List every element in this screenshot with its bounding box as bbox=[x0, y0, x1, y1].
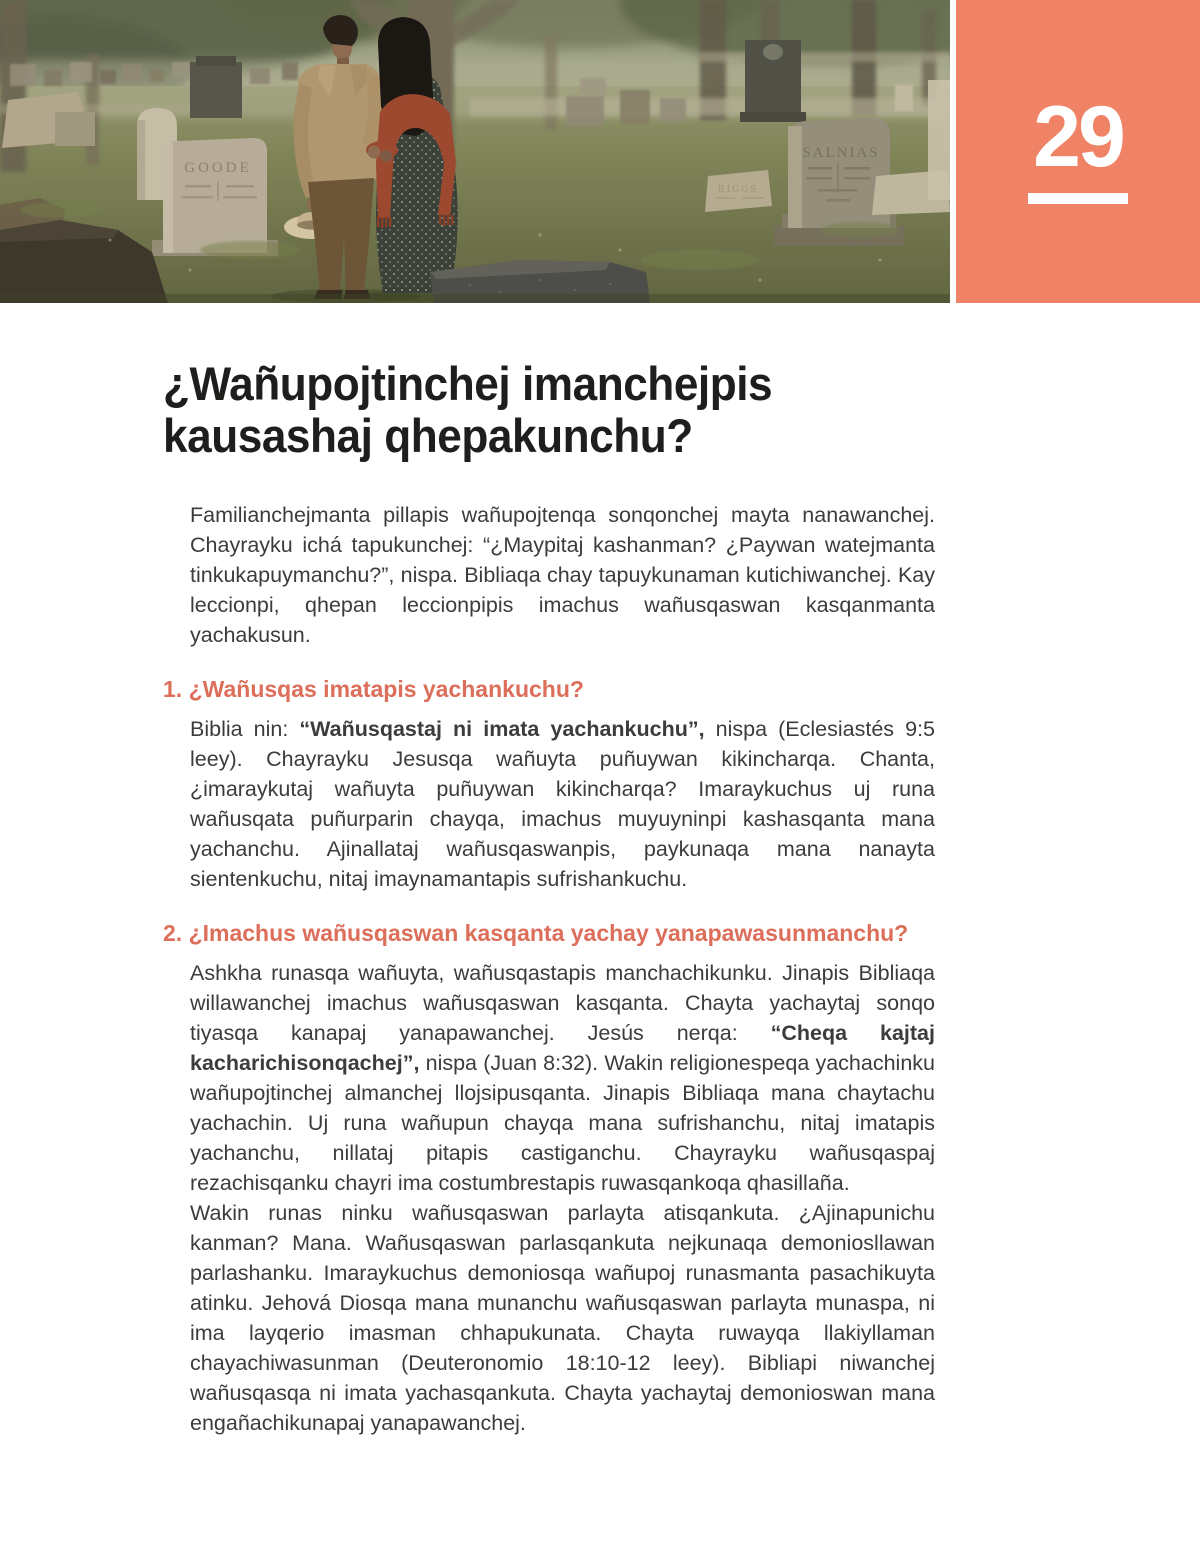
section-2 bbox=[163, 919, 935, 1438]
gravestone-riggs-label: RIGGS bbox=[717, 184, 759, 195]
lesson-content bbox=[0, 303, 935, 1438]
gravestone-salnias-label: SALNIAS bbox=[802, 145, 880, 161]
section-2-paragraph-1: Ashkha runasqa wañuyta, wañusqastapis manchachikunku. Jinapis Bibliaqa willawanchej imachus wañusqaswan kasqanta. Chayta yachaytaj sonqo tiyasqa kanapaj yanapawanchej. Jesús nerqa: “Cheqa kajtaj kacharichisonqachej”, nispa (Juan 8:32). Wakin religionespeqa yachachinku wañupojtinchej almanchej llojsipusqanta. Jinapis Bibliaqa mana chaytachu yachachin. Uj runa wañupun chayqa mana sufrishanchu, nitaj imatapis yachanchu, nillataj pitapis castiganchu. Chayrayku wañusqaspaj rezachisqanku chayri ima costumbrestapis ruwasqankoqa qhasillaña. bbox=[190, 961, 935, 1195]
cemetery-photo bbox=[0, 0, 950, 303]
lesson-title-line1: ¿Wañupojtinchej imanchejpis bbox=[163, 357, 773, 410]
section-1 bbox=[163, 675, 935, 894]
section-1-heading: 1. ¿Wañusqas imatapis yachankuchu? bbox=[163, 676, 584, 702]
lesson-number: 29 bbox=[1033, 88, 1123, 185]
gravestone-goode-label: GOODE bbox=[184, 160, 252, 176]
section-2-paragraph-2: Wakin runas ninku wañusqaswan parlayta atisqankuta. ¿Ajinapunichu kanman? Mana. Wañusqaswan parlasqankuta nejkunaqa demoniosllawan parlashanku. Imaraykuchus demoniosqa wañupoj runasmanta pasachikuyta atinku. Jehová Diosqa mana munanchu wañusqaswan parlayta munaspa, ni ima layqerio imasman chhapukunata. Chayta ruwayqa llakiyllaman chayachiwasunman (Deuteronomio 18:10-12 leey). Bibliapi niwanchej wañusqasqa ni imata yachasqankuta. Chayta yachaytaj demonioswan mana engañachikunapaj yanapawanchej. bbox=[190, 1201, 935, 1435]
lesson-title-line2: kausashaj qhepakunchu? bbox=[163, 409, 693, 462]
hero-section bbox=[0, 0, 1200, 303]
intro-paragraph: Familianchejmanta pillapis wañupojtenqa sonqonchej mayta nanawanchej. Chayrayku ichá tapukunchej: “¿Maypitaj kashanman? ¿Paywan watejmanta tinkukapuymanchu?”, nispa. Bibliaqa chay tapuykunaman kutichiwanchej. Kay leccionpi, qhepan leccionpipis imachus wañusqaswan kasqanmanta yachakusun. bbox=[190, 503, 935, 647]
cemetery-photo-illustration bbox=[0, 0, 950, 303]
lesson-number-underline bbox=[1028, 193, 1128, 204]
section-2-heading: 2. ¿Imachus wañusqaswan kasqanta yachay yanapawasunmanchu? bbox=[163, 920, 909, 946]
lesson-title bbox=[163, 358, 889, 462]
lesson-number-panel bbox=[956, 0, 1200, 303]
section-1-paragraph: Biblia nin: “Wañusqastaj ni imata yachankuchu”, nispa (Eclesiastés 9:5 leey). Chayrayku Jesusqa wañuyta puñuywan kikincharqa. Chanta, ¿imaraykutaj wañuyta puñuywan kikincharqa? Imaraykuchus uj runa wañusqata puñurparin chayqa, imachus muyuyninpi kashasqanta mana yachanchu. Ajinallataj wañusqaswanpis, paykunaqa mana nanayta sientenkuchu, nitaj imaynamantapis sufrishankuchu. bbox=[190, 717, 935, 891]
